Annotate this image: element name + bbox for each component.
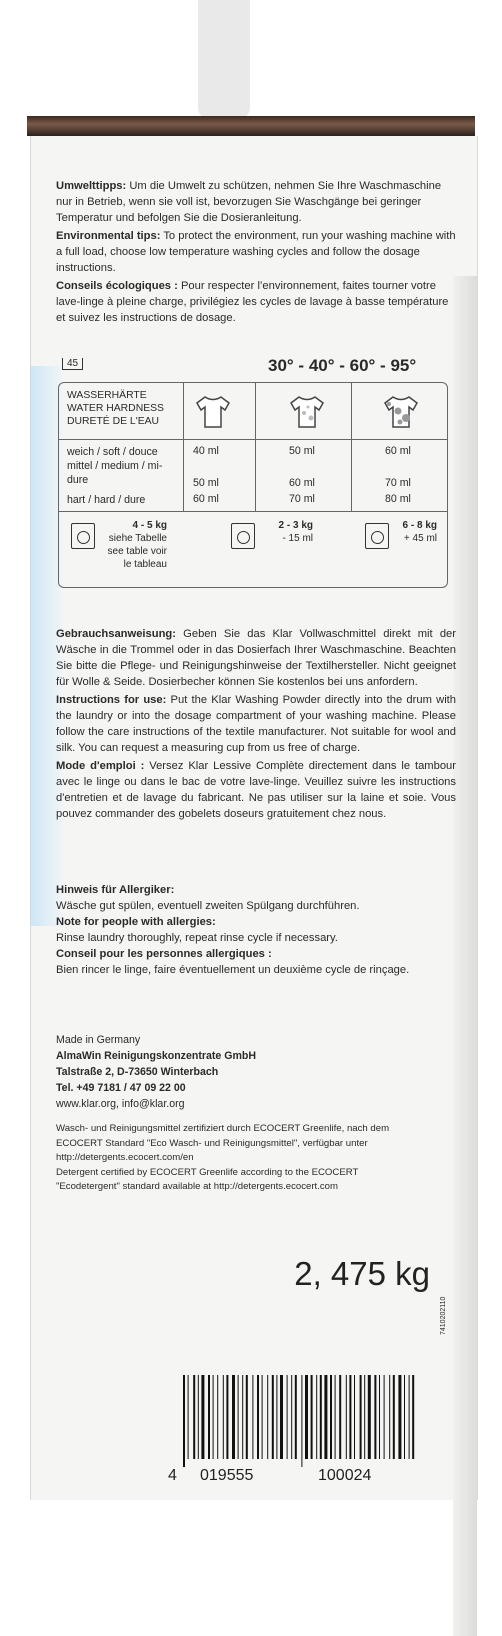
divider <box>59 511 447 512</box>
company-phone: Tel. +49 7181 / 47 09 22 00 <box>56 1082 186 1094</box>
divider <box>351 383 352 511</box>
barcode-bar <box>193 1375 195 1459</box>
barcode-bar <box>354 1375 355 1459</box>
load-6-8kg <box>391 519 437 545</box>
instr-fr-label: Mode d'emploi : <box>56 760 145 772</box>
barcode-bar <box>301 1375 302 1467</box>
load-note: - 15 ml <box>282 533 313 544</box>
dose-cell: 50 ml <box>289 445 315 457</box>
cert-line: Wasch- und Reinigungsmittel zertifiziert durch ECOCERT Greenlife, nach dem <box>56 1123 390 1134</box>
barcode-bar <box>398 1375 401 1459</box>
barcode-bar <box>246 1375 248 1459</box>
barcode-bar <box>368 1375 371 1459</box>
barcode-bar <box>404 1375 405 1459</box>
env-fr-text: Pour respecter l’environnement, faites tourner votre lave-linge à pleine charge, privilégiez les cycles de lavage à basse température et suivez les instructions de dosage. <box>56 280 449 324</box>
dose-cell: 50 ml <box>193 477 219 489</box>
dose-cell: 60 ml <box>193 493 219 505</box>
dose-cell: 80 ml <box>385 493 411 505</box>
barcode-bar <box>339 1375 341 1459</box>
barcode-bar <box>188 1375 189 1459</box>
barcode-icon <box>181 1375 421 1467</box>
hardness-fr: DURETÉ DE L'EAU <box>67 416 160 427</box>
barcode-bar <box>223 1375 224 1459</box>
medium-soiled-shirt-icon <box>287 391 327 431</box>
barcode-bar <box>316 1375 317 1459</box>
row-soft-label: weich / soft / douce <box>67 446 158 458</box>
cert-line: http://detergents.ecocert.com/en <box>56 1152 194 1163</box>
barcode-bar <box>183 1375 185 1467</box>
allergy-fr-text: Bien rincer le linge, faire éventuellement un deuxième cycle de rinçage. <box>56 964 410 976</box>
barcode-bar <box>295 1375 297 1459</box>
barcode-bar <box>346 1375 347 1459</box>
env-fr-label: Conseils écologiques : <box>56 280 178 292</box>
company-info <box>56 1032 456 1112</box>
allergy-notes <box>56 882 456 978</box>
barcode-bar <box>208 1375 210 1459</box>
washing-machine-icon <box>365 523 389 549</box>
box-tab <box>198 0 250 118</box>
barcode-bar <box>198 1375 199 1459</box>
load-note: + 45 ml <box>403 533 437 544</box>
batch-code: 7410202110 <box>440 1296 447 1335</box>
barcode-bar <box>276 1375 277 1459</box>
barcode-bar <box>280 1375 283 1459</box>
net-weight: 2, 475 kg <box>294 1255 430 1292</box>
barcode-bar <box>320 1375 322 1459</box>
barcode-bar <box>252 1375 253 1459</box>
barcode-bar <box>384 1375 385 1459</box>
load-kg: 4 - 5 kg <box>132 520 167 531</box>
box-rim <box>27 116 475 136</box>
washing-machine-icon <box>71 523 95 549</box>
barcode-bar <box>262 1375 263 1459</box>
barcode-bar <box>267 1375 268 1459</box>
barcode-bar <box>226 1375 228 1459</box>
allergy-en-text: Rinse laundry thoroughly, repeat rinse cycle if necessary. <box>56 932 338 944</box>
dosage-table <box>58 382 448 588</box>
company-name: AlmaWin Reinigungskonzentrate GmbH <box>56 1050 257 1062</box>
barcode-bar <box>409 1375 410 1459</box>
load-icon: 45 <box>62 358 83 370</box>
divider <box>255 383 256 511</box>
env-de-label: Umwelttipps: <box>56 180 127 192</box>
row-medium-label: mittel / medium / mi-dure <box>67 460 163 486</box>
cert-line: "Ecodetergent" standard available at http://detergents.ecocert.com <box>56 1181 338 1192</box>
barcode-bar <box>349 1375 351 1459</box>
load-kg: 6 - 8 kg <box>402 520 437 531</box>
load-2-3kg <box>259 519 313 545</box>
instr-fr-text: Versez Klar Lessive Complète directement dans le tambour avec le linge ou dans le bac de votre lave-linge. Veuillez suivre les instructions d'entretien et de lavage du fabricant. Ne pas utiliser sur la laine et soie. Vous pouvez commander des gobelets doseurs gratuitement chez nous. <box>56 760 456 820</box>
barcode-bar <box>242 1375 243 1459</box>
barcode-bar <box>330 1375 332 1459</box>
hardness-header <box>67 389 164 428</box>
cert-line: Detergent certified by ECOCERT Greenlife according to the ECOCERT <box>56 1166 359 1178</box>
made-in: Made in Germany <box>56 1034 141 1046</box>
barcode-bar <box>217 1375 218 1459</box>
barcode-bar <box>379 1375 380 1459</box>
barcode-bar <box>412 1375 414 1459</box>
temperatures: 30° - 40° - 60° - 95° <box>268 356 417 375</box>
box-edge-right <box>453 276 477 1636</box>
instr-en-label: Instructions for use: <box>56 694 167 706</box>
env-de-text: Um die Umwelt zu schützen, nehmen Sie Ihre Waschmaschine nur in Betrieb, wenn sie voll ist, bevorzugen Sie Waschgänge bei geringer Temperatur und befolgen Sie die Dosieranleitung. <box>56 180 442 224</box>
cert-line: ECOCERT Standard "Eco Wasch- und Reinigungsmittel", verfügbar unter <box>56 1137 368 1149</box>
barcode-bar <box>291 1375 292 1459</box>
barcode-bar <box>287 1375 288 1459</box>
dose-cell: 60 ml <box>289 477 315 489</box>
barcode-bar <box>393 1375 395 1459</box>
barcode-first-digit: 4 <box>168 1467 177 1484</box>
instructions <box>56 626 456 824</box>
environment-tips <box>56 178 456 328</box>
dose-cell: 70 ml <box>289 493 315 505</box>
instr-de-text: Geben Sie das Klar Vollwaschmittel direkt mit der Wäsche in die Trommel oder in das Dosierfach Ihrer Waschmaschine. Beachten Sie bitte die Pflege- und Reinigungshinweise der Textilhersteller. Nicht geeignet für Wolle & Seide. Dosierbecher können Sie kostenlos bei uns anfordern. <box>56 628 456 688</box>
barcode-bar <box>257 1375 259 1459</box>
barcode-bar <box>201 1375 204 1459</box>
company-web: www.klar.org, info@klar.org <box>56 1098 185 1110</box>
heavy-soiled-shirt-icon <box>381 391 421 431</box>
certification <box>56 1122 456 1195</box>
barcode-bar <box>232 1375 235 1459</box>
allergy-en-label: Note for people with allergies: <box>56 916 216 928</box>
washing-machine-icon <box>231 523 255 549</box>
env-en-label: Environmental tips: <box>56 230 161 242</box>
barcode-right-digits: 100024 <box>318 1467 372 1484</box>
dose-cell: 40 ml <box>193 445 219 457</box>
company-address: Talstraße 2, D-73650 Winterbach <box>56 1066 219 1078</box>
instr-en-text: Put the Klar Washing Powder directly into the drum with the laundry or into the dosage compartment of your washing machine. Please follow the care instructions of the textile manufacturer. Not suitable for wool and silk. You can request a measuring cup from us free of charge. <box>56 694 457 754</box>
light-soiled-shirt-icon <box>193 391 233 431</box>
barcode-bar <box>213 1375 214 1459</box>
allergy-de-label: Hinweis für Allergiker: <box>56 884 175 896</box>
dose-cell: 60 ml <box>385 445 411 457</box>
instr-de-label: Gebrauchsanweisung: <box>56 628 176 640</box>
divider <box>183 383 184 511</box>
barcode-bar <box>360 1375 362 1459</box>
load-kg: 2 - 3 kg <box>278 520 313 531</box>
barcode-bar <box>272 1375 274 1459</box>
dose-cell: 70 ml <box>385 477 411 489</box>
barcode-bar <box>335 1375 336 1459</box>
hardness-de: WASSERHÄRTE <box>67 390 147 401</box>
barcode-left-digits: 019555 <box>200 1467 254 1484</box>
barcode-bar <box>364 1375 365 1459</box>
allergy-fr-label: Conseil pour les personnes allergiques : <box>56 948 272 960</box>
row-hard-label: hart / hard / dure <box>67 494 146 506</box>
barcode-bar <box>305 1375 308 1459</box>
barcode-bar <box>238 1375 239 1459</box>
load-note: siehe Tabelle see table voir le tableau <box>107 533 167 570</box>
barcode-bar <box>374 1375 376 1459</box>
allergy-de-text: Wäsche gut spülen, eventuell zweiten Spülgang durchführen. <box>56 900 360 912</box>
env-en-text: To protect the environment, run your washing machine with a full load, choose low temperature washing cycles and follow the dosage instructions. <box>56 230 456 274</box>
load-4-5kg <box>99 519 167 571</box>
hardness-en: WATER HARDNESS <box>67 403 164 414</box>
barcode-bar <box>324 1375 327 1459</box>
barcode-bar <box>389 1375 390 1459</box>
barcode-bar <box>311 1375 313 1459</box>
